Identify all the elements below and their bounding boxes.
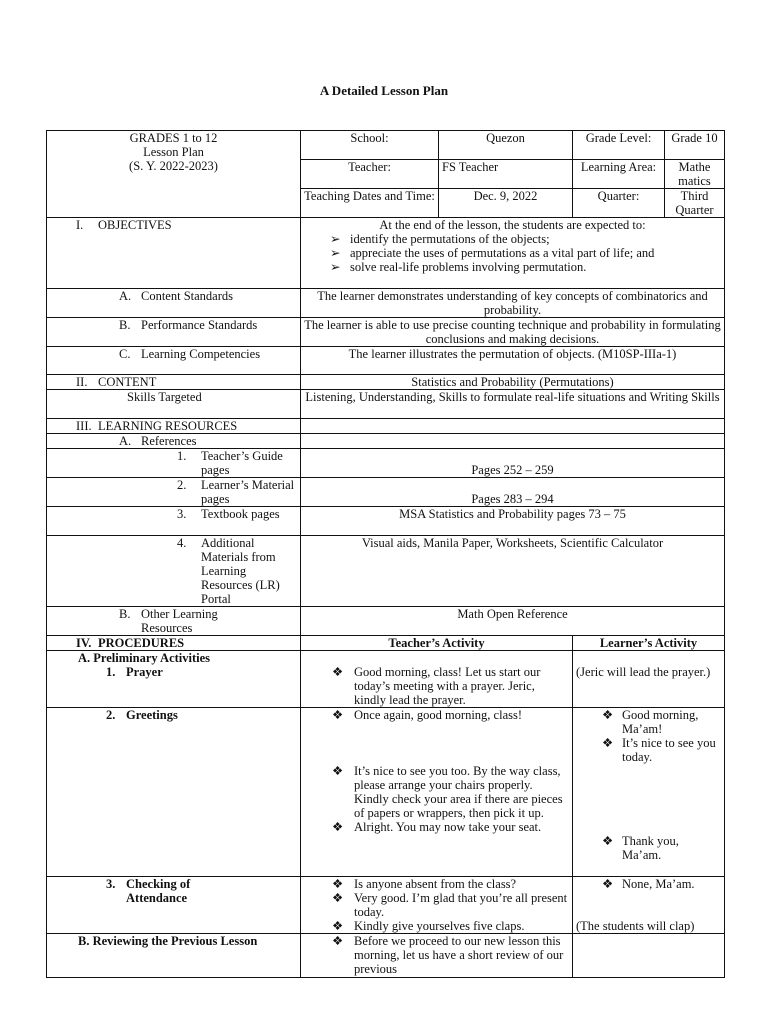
lesson-plan-line: Lesson Plan xyxy=(143,145,204,159)
diamond-bullet-icon: ❖ xyxy=(332,764,344,778)
teacher-guide-value: Pages 252 – 259 xyxy=(301,449,725,478)
skills-targeted-value: Listening, Understanding, Skills to formulate real-life situations and Writing Skills xyxy=(301,390,725,419)
dates-value: Dec. 9, 2022 xyxy=(439,189,573,218)
learning-resources-heading: III. LEARNING RESOURCES xyxy=(47,419,301,434)
learning-area-label: Learning Area: xyxy=(573,160,665,189)
other-resources-value: Math Open Reference xyxy=(301,607,725,636)
review-teacher xyxy=(301,934,573,978)
grade-level-label: Grade Level: xyxy=(573,131,665,160)
teacher-line: ❖ Before we proceed to our new lesson this morning, let us have a short review of our previous xyxy=(304,934,569,976)
performance-standards-label: B. Performance Standards xyxy=(47,318,301,347)
grade-level-value: Grade 10 xyxy=(665,131,725,160)
learner-activity-header: Learner’s Activity xyxy=(573,636,725,651)
arrow-bullet-icon: ➢ xyxy=(330,232,341,246)
greetings-teacher xyxy=(301,708,573,877)
quarter-label: Quarter: xyxy=(573,189,665,218)
objectives-content xyxy=(301,218,725,289)
teacher-line: ❖ Very good. I’m glad that you’re all present today. xyxy=(304,891,569,919)
teacher-value: FS Teacher xyxy=(439,160,573,189)
preliminary-label: A. Preliminary Activities xyxy=(78,651,211,665)
teacher-activity-header: Teacher’s Activity xyxy=(301,636,573,651)
objective-item: ➢ identify the permutations of the objects; xyxy=(330,232,550,246)
greetings-label: 2. Greetings xyxy=(47,708,301,877)
diamond-bullet-icon: ❖ xyxy=(602,736,614,750)
teacher-guide-label: 1. Teacher’s Guide pages xyxy=(47,449,301,478)
content-value: Statistics and Probability (Permutations) xyxy=(301,375,725,390)
learner-line: ❖ None, Ma’am. xyxy=(576,877,721,891)
learning-area-value: Mathe matics xyxy=(665,160,725,189)
content-standards-value: The learner demonstrates understanding of key concepts of combinatorics and probability. xyxy=(301,289,725,318)
objective-item: ➢ solve real-life problems involving permutation. xyxy=(330,260,587,274)
diamond-bullet-icon: ❖ xyxy=(602,708,614,722)
dates-label: Teaching Dates and Time: xyxy=(301,189,439,218)
roman-numeral: I. xyxy=(76,218,84,232)
diamond-bullet-icon: ❖ xyxy=(332,919,344,933)
learning-competencies-value: The learner illustrates the permutation of objects. (M10SP-IIIa-1) xyxy=(301,347,725,375)
review-label: B. Reviewing the Previous Lesson xyxy=(47,934,301,978)
teacher-line: ❖ Is anyone absent from the class? xyxy=(304,877,569,891)
arrow-bullet-icon: ➢ xyxy=(330,246,341,260)
objectives-label: OBJECTIVES xyxy=(98,218,172,232)
learning-competencies-label: C. Learning Competencies xyxy=(47,347,301,375)
additional-materials-value: Visual aids, Manila Paper, Worksheets, Scientific Calculator xyxy=(301,536,725,607)
diamond-bullet-icon: ❖ xyxy=(602,877,614,891)
teacher-line: ❖ Alright. You may now take your seat. xyxy=(304,820,569,834)
arrow-bullet-icon: ➢ xyxy=(330,260,341,274)
objectives-heading xyxy=(47,218,301,289)
lesson-plan-table xyxy=(46,130,725,978)
attendance-teacher xyxy=(301,877,573,934)
attendance-label: 3. Checking of Attendance xyxy=(47,877,301,934)
school-year-line: (S. Y. 2022-2023) xyxy=(129,159,218,173)
procedures-heading: IV. PROCEDURES xyxy=(47,636,301,651)
performance-standards-value: The learner is able to use precise counting technique and probability in formulating conclusions and making decisions. xyxy=(301,318,725,347)
learner-line: ❖ It’s nice to see you today. xyxy=(576,736,721,764)
textbook-label: 3. Textbook pages xyxy=(47,507,301,536)
objective-item: ➢ appreciate the uses of permutations as a vital part of life; and xyxy=(330,246,655,260)
prayer-label: 1. Prayer xyxy=(106,665,163,679)
prayer-learner: (Jeric will lead the prayer.) xyxy=(573,651,725,708)
learner-line: (The students will clap) xyxy=(576,919,695,933)
teacher-line: ❖ Good morning, class! Let us start our today’s meeting with a prayer. Jeric, kindly lead the prayer. xyxy=(304,665,569,707)
school-value: Quezon xyxy=(439,131,573,160)
preliminary-activities xyxy=(47,651,301,708)
teacher-line: ❖ It’s nice to see you too. By the way class, please arrange your chairs properly. Kindly check your area if there are pieces of papers or wrappers, then pick it up. xyxy=(304,764,569,820)
quarter-value: Third Quarter xyxy=(665,189,725,218)
learner-material-label: 2. Learner’s Material pages xyxy=(47,478,301,507)
diamond-bullet-icon: ❖ xyxy=(332,665,344,679)
document-title: A Detailed Lesson Plan xyxy=(319,83,449,98)
learner-line: ❖ Thank you, Ma’am. xyxy=(576,834,721,862)
content-standards-label: A. Content Standards xyxy=(47,289,301,318)
diamond-bullet-icon: ❖ xyxy=(332,877,344,891)
skills-targeted-label: Skills Targeted xyxy=(47,390,301,419)
learner-material-value: Pages 283 – 294 xyxy=(301,478,725,507)
greetings-learner xyxy=(573,708,725,877)
empty-cell xyxy=(301,434,725,449)
learner-line: ❖ Good morning, Ma’am! xyxy=(576,708,721,736)
references-label: A. References xyxy=(47,434,301,449)
diamond-bullet-icon: ❖ xyxy=(602,834,614,848)
review-learner xyxy=(573,934,725,978)
empty-cell xyxy=(301,419,725,434)
additional-materials-label: 4. Additional Materials from Learning Resources (LR) Portal xyxy=(47,536,301,607)
content-heading: II. CONTENT xyxy=(47,375,301,390)
diamond-bullet-icon: ❖ xyxy=(332,820,344,834)
grades-line: GRADES 1 to 12 xyxy=(129,131,218,145)
prayer-teacher xyxy=(301,651,573,708)
diamond-bullet-icon: ❖ xyxy=(332,891,344,905)
objectives-intro: At the end of the lesson, the students are expected to: xyxy=(379,218,646,232)
grades-header xyxy=(47,131,301,218)
school-label: School: xyxy=(301,131,439,160)
diamond-bullet-icon: ❖ xyxy=(332,934,344,948)
diamond-bullet-icon: ❖ xyxy=(332,708,344,722)
teacher-line: ❖ Kindly give yourselves five claps. xyxy=(304,919,569,933)
other-resources-label: B. Other Learning Resources xyxy=(47,607,301,636)
textbook-value: MSA Statistics and Probability pages 73 – 75 xyxy=(301,507,725,536)
teacher-label: Teacher: xyxy=(301,160,439,189)
teacher-line: ❖ Once again, good morning, class! xyxy=(304,708,569,722)
attendance-learner xyxy=(573,877,725,934)
